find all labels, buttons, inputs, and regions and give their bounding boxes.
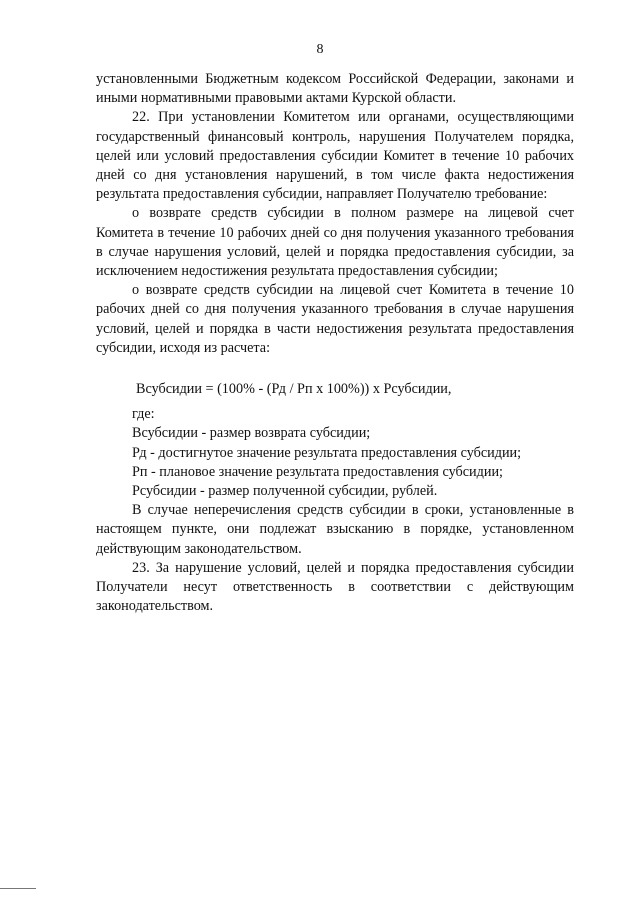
paragraph-continuation: установленными Бюджетным кодексом Российской Федерации, законами и иными нормативными правовыми актами Курской области. bbox=[96, 71, 574, 107]
paragraph-recovery: В случае неперечисления средств субсидии в сроки, установленные в настоящем пункте, они подлежат взысканию в порядке, установленном действующим законодательством. bbox=[96, 502, 574, 557]
formula-where: где: bbox=[132, 406, 155, 423]
definition-rp: Рп - плановое значение результата предоставления субсидии; bbox=[132, 463, 503, 480]
definition-r: Рсубсидии - размер полученной субсидии, рублей. bbox=[132, 483, 438, 500]
footer-rule bbox=[0, 888, 36, 889]
definition-rd: Рд - достигнутое значение результата предоставления субсидии; bbox=[132, 444, 522, 461]
paragraph-22: 22. При установлении Комитетом или органами, осуществляющими государственный финансовый контроль, нарушения Получателем порядка, целей или условий предоставления субсидии Комитет в течение 10 рабочих дней со дня установления нарушений, в том числе факта недостижения результата предоставления субсидии, направляет Получателю требование: bbox=[96, 109, 574, 203]
definition-v: Всубсидии - размер возврата субсидии; bbox=[132, 425, 371, 442]
page-number: 8 bbox=[316, 42, 324, 57]
paragraph-full-return: о возврате средств субсидии в полном размере на лицевой счет Комитета в течение 10 рабочих дней со дня получения указанного требования в случае нарушения условий, целей и порядка предоставления субсидии, за исключением недостижения результата предоставления субсидии; bbox=[96, 205, 574, 280]
document-body bbox=[96, 70, 574, 616]
paragraph-partial-return: о возврате средств субсидии на лицевой счет Комитета в течение 10 рабочих дней со дня получения указанного требования в случае нарушения условий, целей и порядка в части недостижения результата предоставления субсидии, исходя из расчета: bbox=[96, 282, 574, 356]
refund-formula: Всубсидии = (100% - (Рд / Рп х 100%)) х Рсубсидии, bbox=[136, 381, 452, 398]
paragraph-23: 23. За нарушение условий, целей и порядка предоставления субсидии Получатели несут ответственность в соответствии с действующим законодательством. bbox=[96, 559, 574, 615]
